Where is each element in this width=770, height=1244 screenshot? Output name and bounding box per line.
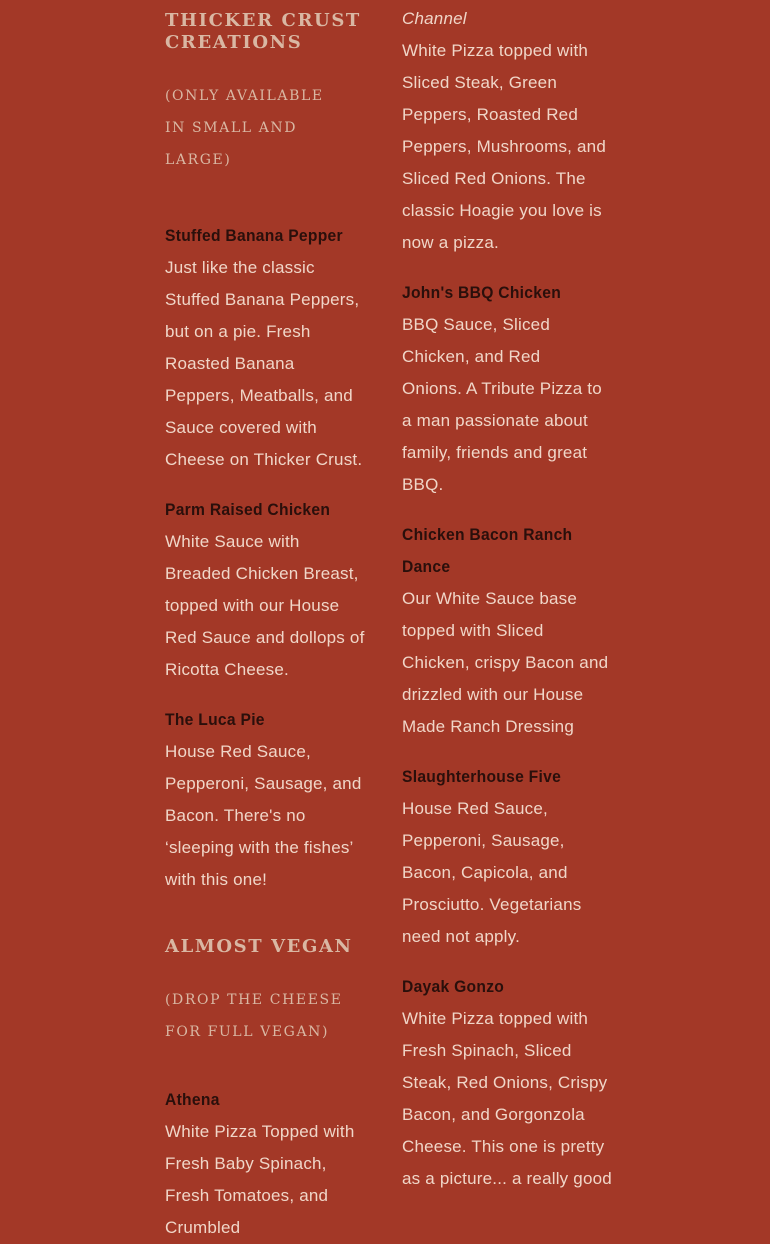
thicker-crust-heading: THICKER CRUST CREATIONS bbox=[165, 10, 361, 53]
menu-item-continued bbox=[402, 3, 617, 259]
right-column bbox=[402, 0, 617, 1195]
almost-vegan-note: (DROP THE CHEESE FOR FULL VEGAN) bbox=[165, 992, 343, 1040]
menu-item-description: Just like the classic Stuffed Banana Peppers, but on a pie. Fresh Roasted Banana Peppers, Meatballs, and Sauce covered with Cheese on Thicker Crust. bbox=[165, 258, 363, 469]
menu-item-description: House Red Sauce, Pepperoni, Sausage, Bacon, Capicola, and Prosciutto. Vegetarians need not apply. bbox=[402, 799, 582, 946]
menu-item-description: White Sauce with Breaded Chicken Breast, topped with our House Red Sauce and dollops of Ricotta Cheese. bbox=[165, 532, 365, 679]
menu-item bbox=[165, 494, 370, 686]
menu-item-name: John's BBQ Chicken bbox=[402, 283, 562, 302]
menu-item-description: BBQ Sauce, Sliced Chicken, and Red Onions. A Tribute Pizza to a man passionate about family, friends and great BBQ. bbox=[402, 315, 602, 494]
menu-item-description: White Pizza Topped with Fresh Baby Spinach, Fresh Tomatoes, and Crumbled bbox=[165, 1122, 355, 1237]
menu-item bbox=[402, 971, 617, 1195]
menu-item bbox=[402, 519, 617, 743]
menu-item-description: House Red Sauce, Pepperoni, Sausage, and Bacon. There's no ‘sleeping with the fishes’ with this one! bbox=[165, 742, 362, 889]
menu-item bbox=[402, 761, 617, 953]
menu-item-description: White Pizza topped with Fresh Spinach, Sliced Steak, Red Onions, Crispy Bacon, and Gorgonzola Cheese. This one is pretty as a picture... a really good bbox=[402, 1009, 612, 1188]
menu-item bbox=[165, 220, 370, 476]
menu-item-name: Dayak Gonzo bbox=[402, 977, 505, 996]
menu-item bbox=[165, 704, 370, 896]
menu-item-description: Our White Sauce base topped with Sliced Chicken, crispy Bacon and drizzled with our House Made Ranch Dressing bbox=[402, 589, 609, 736]
menu-item-description: White Pizza topped with Sliced Steak, Green Peppers, Roasted Red Peppers, Mushrooms, and Sliced Red Onions. The classic Hoagie you love is now a pizza. bbox=[402, 41, 606, 252]
menu-item-name: Parm Raised Chicken bbox=[165, 500, 331, 519]
menu-item-name: Athena bbox=[165, 1090, 220, 1109]
thicker-crust-note: (ONLY AVAILABLE IN SMALL AND LARGE) bbox=[165, 88, 324, 168]
menu-item bbox=[165, 1084, 370, 1244]
continued-italic-text: Channel bbox=[402, 9, 467, 28]
almost-vegan-heading: ALMOST VEGAN bbox=[165, 936, 353, 957]
menu-item bbox=[402, 277, 617, 501]
left-column bbox=[165, 0, 370, 1244]
menu-item-description bbox=[402, 3, 612, 35]
menu-item-name: Chicken Bacon Ranch Dance bbox=[402, 525, 573, 576]
menu-item-name: Slaughterhouse Five bbox=[402, 767, 562, 786]
menu-item-name: The Luca Pie bbox=[165, 710, 265, 729]
menu-item-name: Stuffed Banana Pepper bbox=[165, 226, 343, 245]
